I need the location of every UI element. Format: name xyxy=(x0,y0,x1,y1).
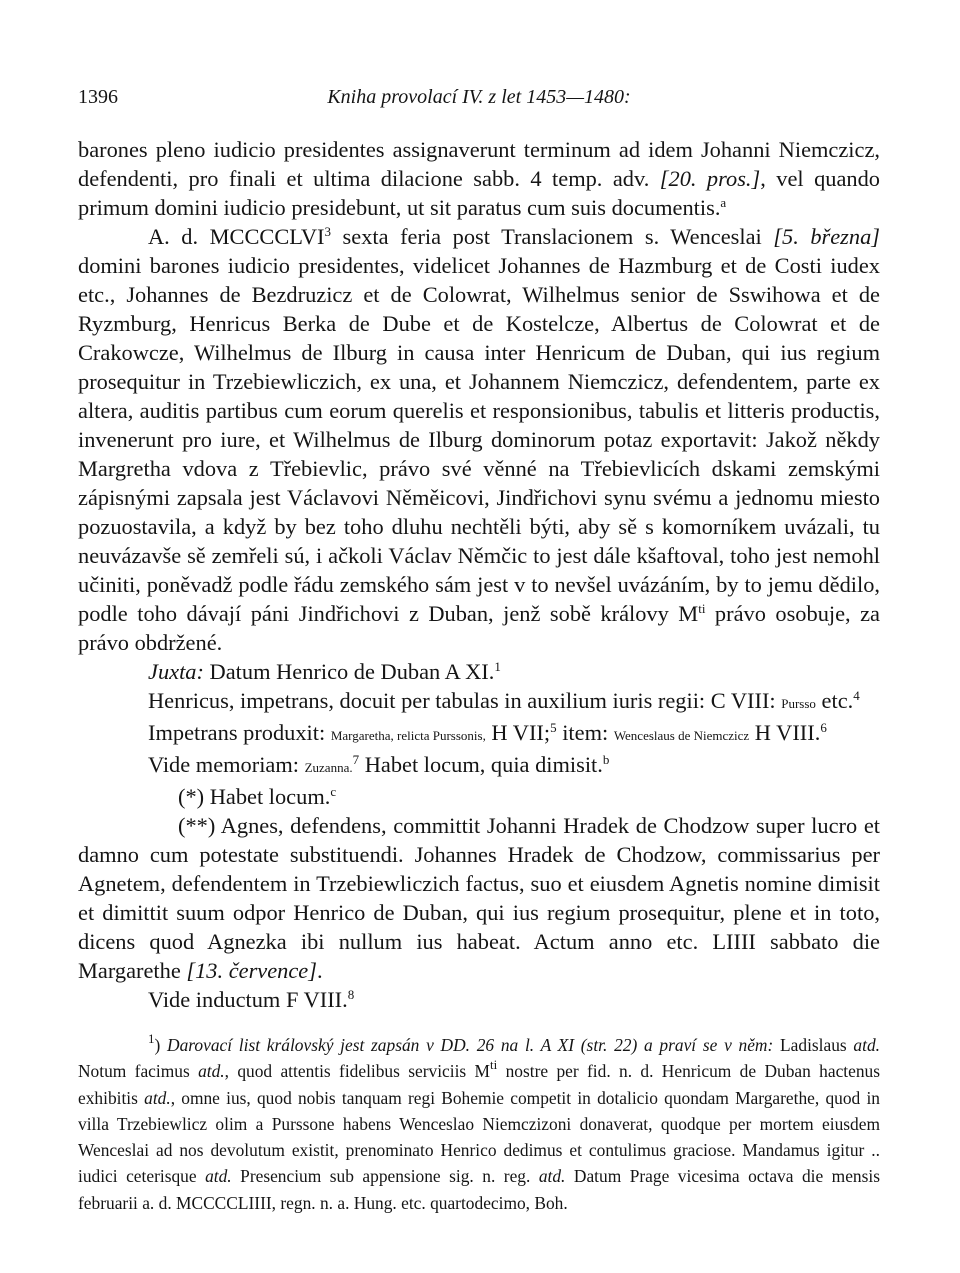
note-mark: b xyxy=(602,752,610,768)
paragraph-vide-memoriam: Vide memoriam: Zuzanna.$^7$ Habet locum, quia dimisit.$^b$ xyxy=(148,752,610,777)
footnote-ref: 7 xyxy=(352,752,360,768)
footnotes xyxy=(78,1032,880,1216)
paragraph-verdict: A. d. MCCCCLVI$^3$ sexta feria post Translacionem s. Wenceslai [5. března] domini barones iudicio presidentes, videlicet Johannes de Hazmburg et de Costi iudex etc., Johannes de Bezdruzicz et de Colowrat, Wilhelmus senior de Sswihowa et de Ryzmburg, Henricus Berka de Dube et de Kostelcze, Albertus de Colowrat et de Crakowcze, Wilhelmus de Ilburg in causa inter Henricum de Duban, qui ius regium prosequitur in Trzebiewliczich, ex una, et Johannem Niemczicz, defendentem, parte ex altera, auditis partibus cum eorum querelis et responsionibus, tabulis et litteris productis, invenerunt pro iure, et Wilhelmus de Ilburg dominorum potaz exportavit: Jakož někdy Margretha vdova z Třebievlic, právo své věnné na Třebievlicích dskami zemskými zápisnými zapsala jest Václavovi Něměicovi, Jindřichovi synu svému a jednomu miesto pozuostavila, a když by bez toho dluhu nechtěli býti, aby sě s komorníkem uvázali, tu neuvázavše sě zemřeli sú, i ačkoli Václav Němčic to jest dále kšaftoval, toho jest nemohl učiniti, poněvadž podle řádu zemského sám jest v to nevšel uvázáním, by to jemu dědilo, podle toho dávají páni Jindřichovi z Duban, jenž sobě královy $M^{ti}$ právo osobuje, za právo obdržené. xyxy=(78,224,880,655)
paragraph-impetrans: Impetrans produxit: Margaretha, relicta Purssonis, H VII;$^5$ item: Wenceslaus de Niemczicz H VIII.$^6$ xyxy=(148,720,827,745)
note-mark: a xyxy=(720,195,727,211)
paragraph-star2: (**) Agnes, defendens, committit Johanni Hradek de Chodzow super lucro et damno cum potestate substituendi. Johannes Hradek de Chodzow, commissarius per Agnetem, defendentem in Trzebiewliczich factus, suo et eiusdem Agnetis nomine dimisit et dimittit suum odpor Henrico de Duban, qui ius regium prosequitur, plene et in toto, dicens quod Agnezka ibi nullum ius habeat. Actum anno etc. LIIII sabbato die Margarethe [13. července]. xyxy=(78,813,880,983)
page-header xyxy=(78,86,880,116)
footnote-ref: 5 xyxy=(550,720,557,736)
date-bracket: [13. července] xyxy=(186,958,317,983)
running-title: Kniha provolací IV. z let 1453—1480: xyxy=(327,86,631,108)
date-bracket: [5. března] xyxy=(773,224,880,249)
note-mark: c xyxy=(330,784,337,800)
paragraph-juxta: Juxta: Datum Henrico de Duban A XI.$^1$ xyxy=(148,659,501,684)
date-bracket: [20. pros.] xyxy=(659,166,761,191)
juxta-label: Juxta: xyxy=(148,659,204,684)
page-number: 1396 xyxy=(78,86,118,108)
footnote-ref: 1 xyxy=(494,659,501,675)
paragraph-henricus: Henricus, impetrans, docuit per tabulas in auxilium iuris regii: C VIII: Pursso etc.$^4$ xyxy=(148,688,860,713)
paragraph-continuation: barones pleno iudicio presidentes assignaverunt terminum ad idem Johanni Niemczicz, defendenti, pro finali et ultima dilacione sabb. 4 temp. adv. [20. pros.], vel quando primum domini iudicio presidebunt, ut sit paratus cum suis documentis.$^a$ xyxy=(78,137,880,220)
footnote-ref: 3 xyxy=(324,224,332,240)
footnote-ref: 4 xyxy=(853,688,860,704)
paragraph-star1: (*) Habet locum.$^c$ xyxy=(178,784,337,809)
footnote-ref: 6 xyxy=(820,720,827,736)
paragraph-vide-inductum: Vide inductum F VIII.$^8$ xyxy=(148,987,355,1012)
footnote-number: 1 xyxy=(148,1031,155,1047)
footnote-ref: 8 xyxy=(347,987,355,1003)
main-text xyxy=(78,135,880,1216)
footnote-1: $^1$) Darovací list královský jest zapsán v DD. 26 na l. A XI (str. 22) a praví se v něm: Ladislaus atd. Notum facimus atd., quod attentis fidelibus serviciis $M^{ti}$ nostre per fid. n. d. Henricum de Duban hactenus exhibitis atd., omne ius, quod nobis tanquam regi Bohemie competit in dotalicio quondam Margarethe, quod in villa Trzebiewlicz olim a Purssone habens Wenceslao Niemczizoni donaverat, quodque per mortem eiusdem Wenceslai ad nos devolutum existit, prenominato Henrico dedimus et contulimus graciose. Mandamus igitur .. iudici ceterisque atd. Presencium sub appensione sig. n. reg. atd. Datum Prage vicesima octava die mensis februarii a. d. MCCCCLIIII, regn. n. a. Hung. etc. quartodecimo, Boh. xyxy=(78,1031,880,1213)
